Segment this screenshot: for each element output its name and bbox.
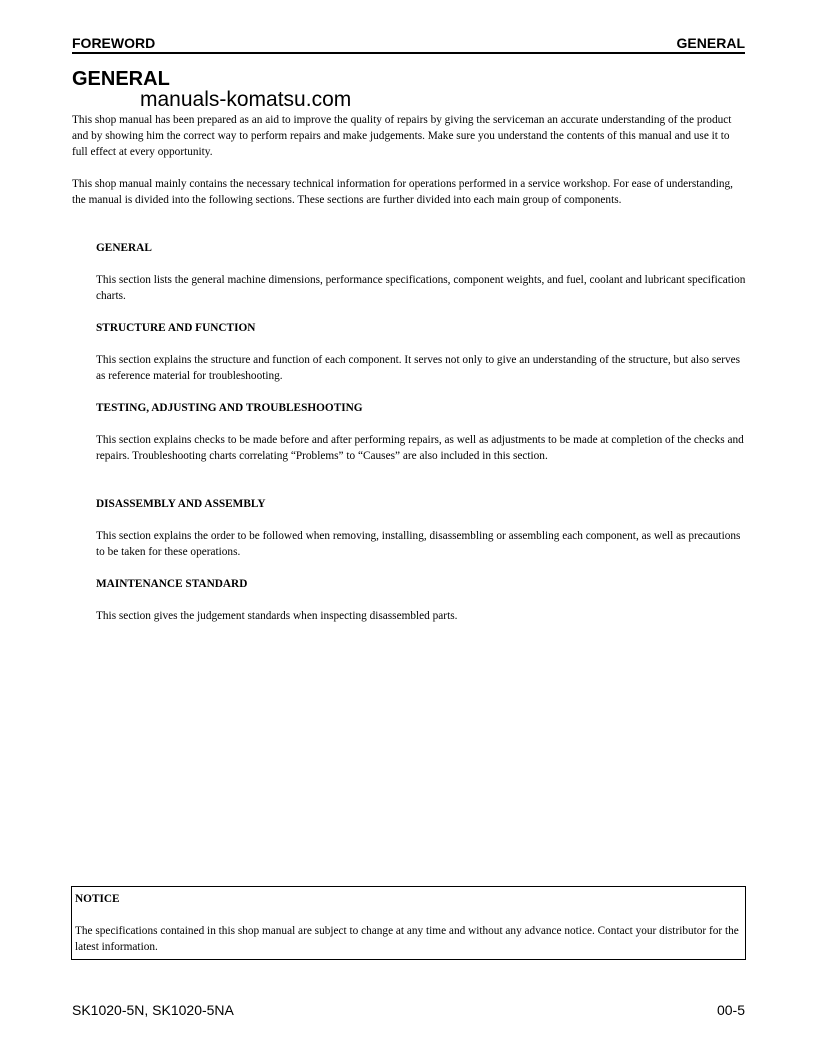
header-chapter: FOREWORD	[72, 35, 156, 51]
page-title: GENERAL	[72, 68, 170, 90]
page-header	[72, 35, 745, 54]
footer-model: SK1020-5N, SK1020-5NA	[72, 1002, 234, 1018]
section-heading-disassembly: DISASSEMBLY AND ASSEMBLY	[96, 498, 266, 510]
page-footer	[72, 1002, 745, 1018]
footer-page-number: 00-5	[716, 1002, 745, 1018]
header-section: GENERAL	[676, 35, 745, 51]
section-heading-testing: TESTING, ADJUSTING AND TROUBLESHOOTING	[96, 402, 363, 414]
section-heading-structure: STRUCTURE AND FUNCTION	[96, 322, 256, 334]
notice-text: The specifications contained in this shop manual are subject to change at any time and without any advance notice. Contact your distributor for the latest information.	[75, 925, 739, 953]
section-text-disassembly: This section explains the order to be followed when removing, installing, disassembling or assembling each component, as well as precautions to be taken for these operations.	[96, 530, 741, 558]
section-text-testing: This section explains checks to be made before and after performing repairs, as well as adjustments to be made at completion of the checks and repairs. Troubleshooting charts correlating “Problems” to “Causes” are also included in this section.	[96, 434, 744, 462]
notice-box	[71, 886, 746, 960]
notice-title: NOTICE	[75, 893, 120, 905]
watermark: manuals-komatsu.com	[140, 88, 352, 111]
section-text-general: This section lists the general machine dimensions, performance specifications, component weights, and fuel, coolant and lubricant specification charts.	[96, 274, 746, 302]
section-heading-maintenance: MAINTENANCE STANDARD	[96, 578, 248, 590]
section-text-maintenance: This section gives the judgement standards when inspecting disassembled parts.	[96, 610, 458, 622]
section-text-structure: This section explains the structure and function of each component. It serves not only to give an understanding of the structure, but also serves as reference material for troubleshooting.	[96, 354, 741, 382]
intro-paragraph-1: This shop manual has been prepared as an aid to improve the quality of repairs by giving the serviceman an accurate understanding of the product and by showing him the correct way to perform repairs and make judgements. Make sure you understand the contents of this manual and use it to full effect at every opportunity.	[72, 114, 732, 158]
intro-paragraph-2: This shop manual mainly contains the necessary technical information for operations performed in a service workshop. For ease of understanding, the manual is divided into the following sections. These sections are further divided into each main group of components.	[72, 178, 733, 206]
section-heading-general: GENERAL	[96, 242, 152, 254]
